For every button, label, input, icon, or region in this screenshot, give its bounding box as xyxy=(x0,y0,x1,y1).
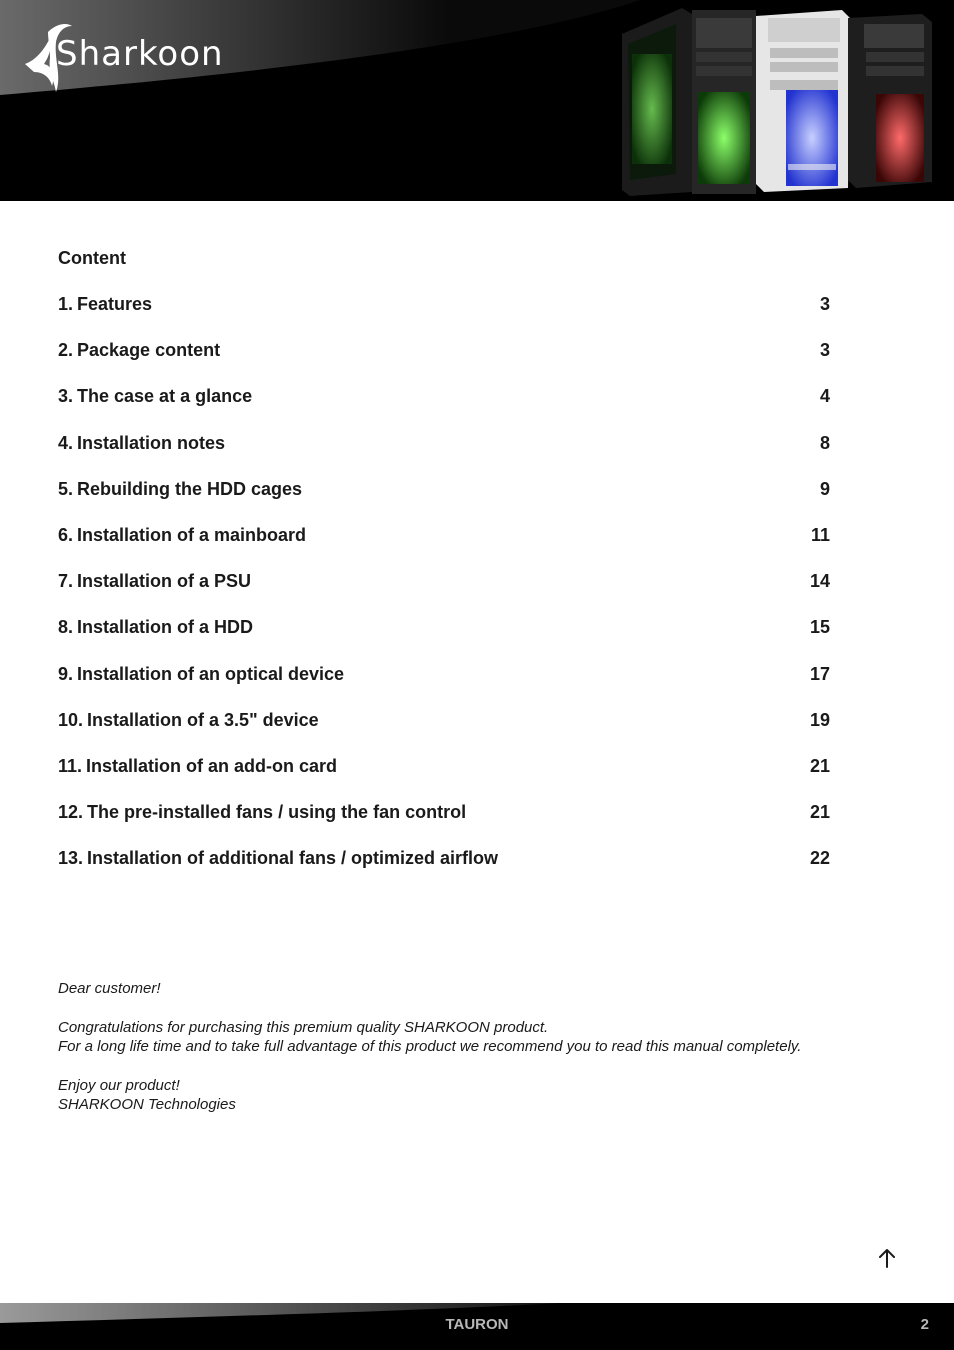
toc-item[interactable] xyxy=(58,338,830,362)
toc-item-page: 17 xyxy=(809,663,830,684)
footer-product-name: TAURON xyxy=(445,1316,509,1333)
toc-item[interactable] xyxy=(58,384,830,408)
toc-item-label: Package content xyxy=(77,340,221,361)
letter-closing-1: Enjoy our product! xyxy=(58,1076,180,1094)
toc-item-label: The pre-installed fans / using the fan control xyxy=(87,802,467,823)
toc-item-label: Installation of a PSU xyxy=(77,571,252,592)
toc-item-page: 21 xyxy=(809,755,830,776)
toc-item[interactable] xyxy=(58,754,830,778)
toc-item-page: 9 xyxy=(819,478,830,499)
toc-item-page: 8 xyxy=(819,432,830,453)
toc-item-number: 9. xyxy=(58,663,74,684)
letter-line-1: Congratulations for purchasing this premium quality SHARKOON product. xyxy=(58,1018,549,1036)
toc-item-label: Features xyxy=(77,294,153,314)
toc-list xyxy=(58,292,830,870)
toc-item-label: Rebuilding the HDD cages xyxy=(77,478,303,499)
toc-item-number: 10. xyxy=(58,709,84,730)
toc-item[interactable] xyxy=(58,523,830,547)
toc-item[interactable] xyxy=(58,569,830,593)
toc-item-number: 13. xyxy=(58,848,84,869)
letter-line-2: For a long life time and to take full advantage of this product we recommend you to read this manual completely. xyxy=(58,1038,802,1055)
toc-item-number: 11. xyxy=(58,755,83,776)
letter-closing-2: SHARKOON Technologies xyxy=(58,1096,236,1113)
toc-item-page: 4 xyxy=(819,386,830,407)
toc-item-label: Installation of an add-on card xyxy=(86,755,338,776)
toc-item-label: Installation of a HDD xyxy=(77,617,254,638)
toc-item-page: 14 xyxy=(809,571,830,592)
toc-item-number: 4. xyxy=(58,432,74,453)
logo-wordmark: Sharkoon xyxy=(56,34,224,74)
toc-item[interactable] xyxy=(58,846,830,870)
footer-bar xyxy=(0,1303,954,1350)
toc-item-number: 7. xyxy=(58,571,74,592)
black-red-case xyxy=(848,14,932,188)
toc-item-label: Installation of a mainboard xyxy=(77,524,307,545)
toc-item-page: 21 xyxy=(809,802,830,823)
table-of-contents xyxy=(58,246,830,892)
toc-item-number: 3. xyxy=(58,386,74,407)
toc-item-number: 8. xyxy=(58,617,74,638)
pc-cases-image xyxy=(620,4,936,200)
toc-item-label: Installation of a 3.5" device xyxy=(87,709,319,730)
toc-item-number: 12. xyxy=(58,802,84,823)
toc-item[interactable] xyxy=(58,477,830,501)
toc-item[interactable] xyxy=(58,800,830,824)
toc-item[interactable] xyxy=(58,615,830,639)
toc-item-number: 1. xyxy=(58,294,74,314)
toc-item-page: 11 xyxy=(810,524,830,545)
toc-item-label: Installation of additional fans / optimized airflow xyxy=(87,848,499,869)
toc-item-label: The case at a glance xyxy=(77,386,253,407)
toc-item-label: Installation notes xyxy=(77,432,226,453)
white-blue-case xyxy=(756,10,850,192)
customer-letter xyxy=(58,979,848,1115)
toc-item[interactable] xyxy=(58,708,830,732)
toc-item-number: 2. xyxy=(58,340,74,361)
toc-item-page: 22 xyxy=(809,848,830,869)
toc-item-page: 3 xyxy=(819,340,830,361)
toc-item-page: 15 xyxy=(809,617,830,638)
toc-item-label: Installation of an optical device xyxy=(77,663,345,684)
toc-item-page: 3 xyxy=(819,294,830,314)
toc-heading: Content xyxy=(58,248,126,268)
footer-page-number: 2 xyxy=(920,1316,929,1333)
arrow-up-icon[interactable] xyxy=(876,1247,898,1269)
toc-item-number: 6. xyxy=(58,524,74,545)
toc-item-number: 5. xyxy=(58,478,74,499)
toc-item[interactable] xyxy=(58,662,830,686)
toc-item[interactable] xyxy=(58,431,830,455)
header-banner xyxy=(0,0,954,201)
black-green-case xyxy=(622,8,756,196)
toc-item[interactable] xyxy=(58,292,830,316)
letter-greeting: Dear customer! xyxy=(58,980,161,997)
toc-item-page: 19 xyxy=(809,709,830,730)
